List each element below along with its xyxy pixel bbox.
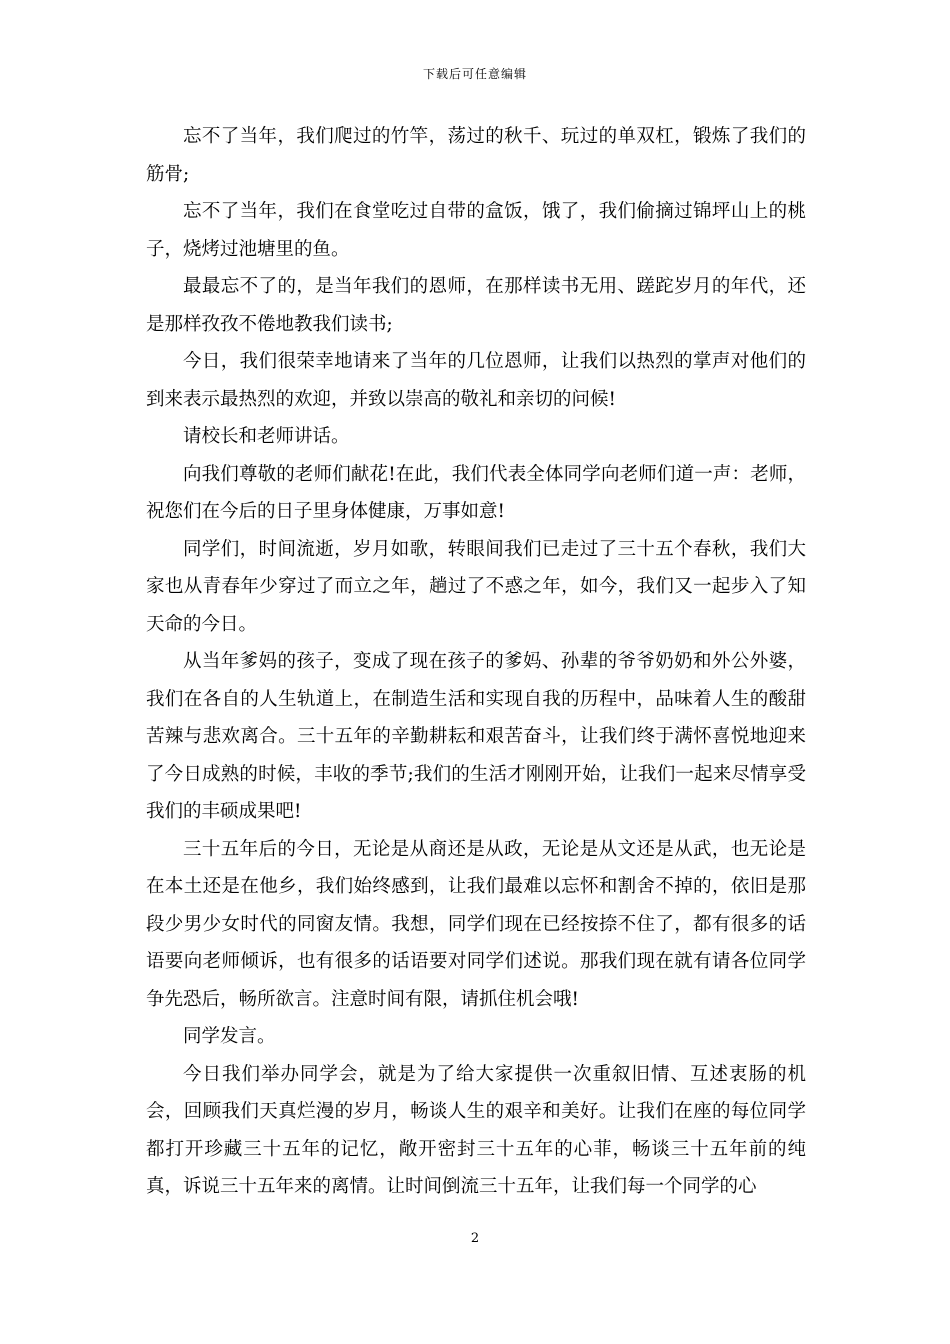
document-body xyxy=(146,118,806,1206)
paragraph: 请校长和老师讲话。 xyxy=(183,426,350,447)
page-header: 下载后可任意编辑 xyxy=(422,67,527,81)
paragraph: 三十五年后的今日，无论是从商还是从政，无论是从文还是从武，也无论是在本土还是在他乡，我们始终感到，让我们最难以忘怀和割舍不掉的，依旧是那段少男少女时代的同窗友情。我想，同学们现在已经按捺不住了，都有很多的话语要向老师倾诉，也有很多的话语要对同学们述说。那我们现在就有请各位同学争先恐后，畅所欲言。注意时间有限，请抓住机会哦! xyxy=(146,838,806,1010)
paragraph: 从当年爹妈的孩子，变成了现在孩子的爹妈、孙辈的爷爷奶奶和外公外婆，我们在各自的人生轨道上，在制造生活和实现自我的历程中，品味着人生的酸甜苦辣与悲欢离合。三十五年的辛勤耕耘和艰苦奋斗，让我们终于满怀喜悦地迎来了今日成熟的时候，丰收的季节;我们的生活才刚刚开始，让我们一起来尽情享受我们的丰硕成果吧! xyxy=(146,651,806,822)
paragraph: 忘不了当年，我们在食堂吃过自带的盒饭，饿了，我们偷摘过锦坪山上的桃子，烧烤过池塘里的鱼。 xyxy=(146,201,806,260)
paragraph: 最最忘不了的，是当年我们的恩师，在那样读书无用、蹉跎岁月的年代，还是那样孜孜不倦地教我们读书; xyxy=(146,276,806,335)
page-number: 2 xyxy=(470,1231,480,1246)
paragraph: 今日，我们很荣幸地请来了当年的几位恩师，让我们以热烈的掌声对他们的到来表示最热烈的欢迎，并致以崇高的敬礼和亲切的问候! xyxy=(146,351,806,410)
paragraph: 同学们，时间流逝，岁月如歌，转眼间我们已走过了三十五个春秋，我们大家也从青春年少穿过了而立之年，趟过了不惑之年，如今，我们又一起步入了知天命的今日。 xyxy=(146,538,806,635)
paragraph: 向我们尊敬的老师们献花!在此，我们代表全体同学向老师们道一声：老师，祝您们在今后的日子里身体健康，万事如意! xyxy=(146,463,806,522)
paragraph: 忘不了当年，我们爬过的竹竿，荡过的秋千、玩过的单双杠，锻炼了我们的筋骨; xyxy=(146,126,806,185)
paragraph: 今日我们举办同学会，就是为了给大家提供一次重叙旧情、互述衷肠的机会，回顾我们天真烂漫的岁月，畅谈人生的艰辛和美好。让我们在座的每位同学都打开珍藏三十五年的记忆，敞开密封三十五年的心菲，畅谈三十五年前的纯真，诉说三十五年来的离情。让时间倒流三十五年，让我们每一个同学的心 xyxy=(146,1063,806,1197)
paragraph: 同学发言。 xyxy=(183,1026,276,1047)
